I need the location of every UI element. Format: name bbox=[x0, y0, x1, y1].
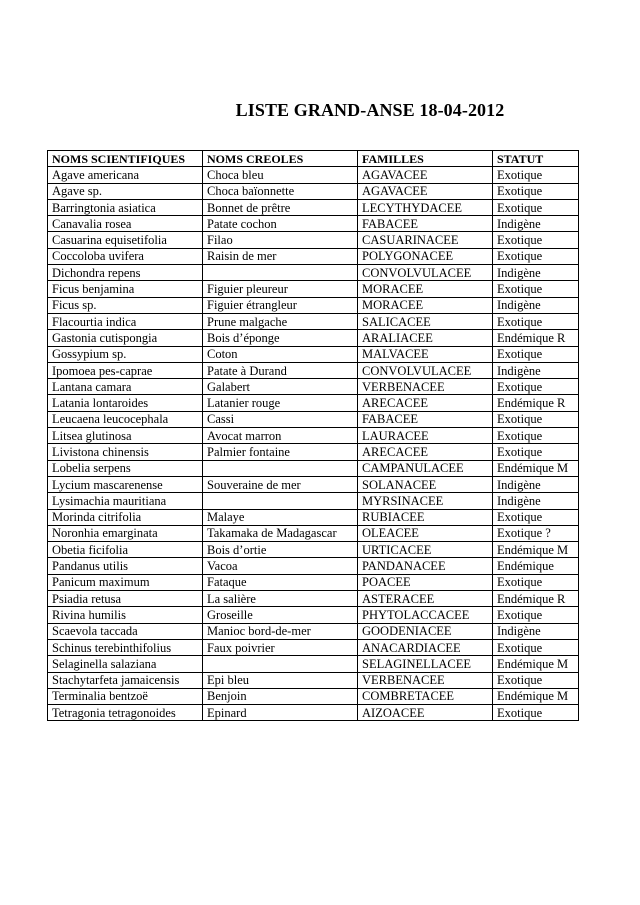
family-cell: AGAVACEE bbox=[358, 167, 493, 183]
scientific-name-cell: Tetragonia tetragonoides bbox=[48, 705, 203, 721]
scientific-name-cell: Lycium mascarenense bbox=[48, 476, 203, 492]
table-row bbox=[48, 346, 579, 362]
family-cell: SELAGINELLACEE bbox=[358, 656, 493, 672]
family-cell: ARALIACEE bbox=[358, 330, 493, 346]
creole-name-cell: Latanier rouge bbox=[203, 395, 358, 411]
table-row bbox=[48, 509, 579, 525]
family-cell: LECYTHYDACEE bbox=[358, 199, 493, 215]
creole-name-cell: Filao bbox=[203, 232, 358, 248]
table-row bbox=[48, 444, 579, 460]
status-cell: Indigène bbox=[493, 623, 579, 639]
family-cell: MALVACEE bbox=[358, 346, 493, 362]
family-cell: ARECACEE bbox=[358, 395, 493, 411]
family-cell: PANDANACEE bbox=[358, 558, 493, 574]
status-cell: Exotique bbox=[493, 313, 579, 329]
scientific-name-cell: Obetia ficifolia bbox=[48, 542, 203, 558]
table-row bbox=[48, 216, 579, 232]
status-cell: Endémique R bbox=[493, 591, 579, 607]
scientific-name-cell: Flacourtia indica bbox=[48, 313, 203, 329]
status-cell: Indigène bbox=[493, 493, 579, 509]
scientific-name-cell: Stachytarfeta jamaicensis bbox=[48, 672, 203, 688]
scientific-name-cell: Psiadia retusa bbox=[48, 591, 203, 607]
status-cell: Indigène bbox=[493, 476, 579, 492]
status-cell: Exotique bbox=[493, 444, 579, 460]
table-row bbox=[48, 460, 579, 476]
scientific-name-cell: Terminalia bentzoë bbox=[48, 688, 203, 704]
status-cell: Exotique bbox=[493, 574, 579, 590]
table-row bbox=[48, 476, 579, 492]
scientific-name-cell: Rivina humilis bbox=[48, 607, 203, 623]
status-cell: Indigène bbox=[493, 362, 579, 378]
family-cell: POACEE bbox=[358, 574, 493, 590]
status-cell: Exotique ? bbox=[493, 525, 579, 541]
creole-name-cell: Avocat marron bbox=[203, 428, 358, 444]
scientific-name-cell: Gossypium sp. bbox=[48, 346, 203, 362]
family-cell: MYRSINACEE bbox=[358, 493, 493, 509]
status-cell: Endémique M bbox=[493, 656, 579, 672]
family-cell: CONVOLVULACEE bbox=[358, 362, 493, 378]
scientific-name-cell: Panicum maximum bbox=[48, 574, 203, 590]
status-cell: Endémique R bbox=[493, 395, 579, 411]
creole-name-cell bbox=[203, 656, 358, 672]
family-cell: LAURACEE bbox=[358, 428, 493, 444]
creole-name-cell bbox=[203, 265, 358, 281]
status-cell: Exotique bbox=[493, 428, 579, 444]
table-row bbox=[48, 167, 579, 183]
family-cell: SOLANACEE bbox=[358, 476, 493, 492]
creole-name-cell: Bois d’ortie bbox=[203, 542, 358, 558]
family-cell: SALICACEE bbox=[358, 313, 493, 329]
creole-name-cell: Palmier fontaine bbox=[203, 444, 358, 460]
creole-name-cell: Galabert bbox=[203, 379, 358, 395]
status-cell: Exotique bbox=[493, 183, 579, 199]
status-cell: Exotique bbox=[493, 232, 579, 248]
species-table-body bbox=[48, 167, 579, 721]
family-cell: VERBENACEE bbox=[358, 379, 493, 395]
family-cell: VERBENACEE bbox=[358, 672, 493, 688]
family-cell: CASUARINACEE bbox=[358, 232, 493, 248]
scientific-name-cell: Schinus terebinthifolius bbox=[48, 639, 203, 655]
family-cell: RUBIACEE bbox=[358, 509, 493, 525]
family-cell: ANACARDIACEE bbox=[358, 639, 493, 655]
family-cell: FABACEE bbox=[358, 216, 493, 232]
status-cell: Endémique bbox=[493, 558, 579, 574]
creole-name-cell: Manioc bord-de-mer bbox=[203, 623, 358, 639]
creole-name-cell: Prune malgache bbox=[203, 313, 358, 329]
creole-name-cell: Faux poivrier bbox=[203, 639, 358, 655]
scientific-name-cell: Pandanus utilis bbox=[48, 558, 203, 574]
table-row bbox=[48, 688, 579, 704]
creole-name-cell: Cassi bbox=[203, 411, 358, 427]
creole-name-cell: Fataque bbox=[203, 574, 358, 590]
status-cell: Exotique bbox=[493, 379, 579, 395]
status-cell: Exotique bbox=[493, 199, 579, 215]
table-row bbox=[48, 672, 579, 688]
page-title: LISTE GRAND-ANSE 18-04-2012 bbox=[235, 100, 505, 120]
table-row bbox=[48, 362, 579, 378]
table-row bbox=[48, 330, 579, 346]
creole-name-cell: Vacoa bbox=[203, 558, 358, 574]
family-cell: AIZOACEE bbox=[358, 705, 493, 721]
table-row bbox=[48, 232, 579, 248]
scientific-name-cell: Canavalia rosea bbox=[48, 216, 203, 232]
table-row bbox=[48, 265, 579, 281]
status-cell: Endémique R bbox=[493, 330, 579, 346]
column-header-family: FAMILLES bbox=[358, 151, 493, 167]
table-row bbox=[48, 542, 579, 558]
family-cell: ARECACEE bbox=[358, 444, 493, 460]
status-cell: Endémique M bbox=[493, 688, 579, 704]
status-cell: Exotique bbox=[493, 639, 579, 655]
scientific-name-cell: Noronhia emarginata bbox=[48, 525, 203, 541]
scientific-name-cell: Scaevola taccada bbox=[48, 623, 203, 639]
status-cell: Exotique bbox=[493, 509, 579, 525]
creole-name-cell: Raisin de mer bbox=[203, 248, 358, 264]
table-row bbox=[48, 574, 579, 590]
status-cell: Endémique M bbox=[493, 542, 579, 558]
scientific-name-cell: Selaginella salaziana bbox=[48, 656, 203, 672]
creole-name-cell: Souveraine de mer bbox=[203, 476, 358, 492]
scientific-name-cell: Livistona chinensis bbox=[48, 444, 203, 460]
table-row bbox=[48, 395, 579, 411]
family-cell: COMBRETACEE bbox=[358, 688, 493, 704]
scientific-name-cell: Ficus sp. bbox=[48, 297, 203, 313]
table-row bbox=[48, 297, 579, 313]
column-header-scientific-name: NOMS SCIENTIFIQUES bbox=[48, 151, 203, 167]
status-cell: Exotique bbox=[493, 705, 579, 721]
scientific-name-cell: Lobelia serpens bbox=[48, 460, 203, 476]
family-cell: AGAVACEE bbox=[358, 183, 493, 199]
scientific-name-cell: Leucaena leucocephala bbox=[48, 411, 203, 427]
table-row bbox=[48, 199, 579, 215]
creole-name-cell: Bois d’éponge bbox=[203, 330, 358, 346]
creole-name-cell: Choca bleu bbox=[203, 167, 358, 183]
scientific-name-cell: Agave americana bbox=[48, 167, 203, 183]
status-cell: Exotique bbox=[493, 411, 579, 427]
column-header-creole-name: NOMS CREOLES bbox=[203, 151, 358, 167]
table-row bbox=[48, 656, 579, 672]
status-cell: Indigène bbox=[493, 216, 579, 232]
family-cell: URTICACEE bbox=[358, 542, 493, 558]
creole-name-cell: Epinard bbox=[203, 705, 358, 721]
table-header-row bbox=[48, 151, 579, 167]
scientific-name-cell: Casuarina equisetifolia bbox=[48, 232, 203, 248]
creole-name-cell: Epi bleu bbox=[203, 672, 358, 688]
status-cell: Exotique bbox=[493, 248, 579, 264]
table-row bbox=[48, 313, 579, 329]
status-cell: Exotique bbox=[493, 346, 579, 362]
scientific-name-cell: Dichondra repens bbox=[48, 265, 203, 281]
table-row bbox=[48, 379, 579, 395]
table-row bbox=[48, 493, 579, 509]
creole-name-cell: Figuier pleureur bbox=[203, 281, 358, 297]
scientific-name-cell: Morinda citrifolia bbox=[48, 509, 203, 525]
creole-name-cell: Groseille bbox=[203, 607, 358, 623]
scientific-name-cell: Latania lontaroides bbox=[48, 395, 203, 411]
creole-name-cell: La salière bbox=[203, 591, 358, 607]
scientific-name-cell: Ficus benjamina bbox=[48, 281, 203, 297]
creole-name-cell: Figuier étrangleur bbox=[203, 297, 358, 313]
scientific-name-cell: Coccoloba uvifera bbox=[48, 248, 203, 264]
family-cell: MORACEE bbox=[358, 281, 493, 297]
table-row bbox=[48, 558, 579, 574]
creole-name-cell bbox=[203, 493, 358, 509]
status-cell: Endémique M bbox=[493, 460, 579, 476]
creole-name-cell: Benjoin bbox=[203, 688, 358, 704]
family-cell: FABACEE bbox=[358, 411, 493, 427]
family-cell: ASTERACEE bbox=[358, 591, 493, 607]
table-row bbox=[48, 639, 579, 655]
family-cell: POLYGONACEE bbox=[358, 248, 493, 264]
family-cell: OLEACEE bbox=[358, 525, 493, 541]
family-cell: GOODENIACEE bbox=[358, 623, 493, 639]
table-row bbox=[48, 525, 579, 541]
status-cell: Indigène bbox=[493, 297, 579, 313]
species-table bbox=[47, 150, 579, 721]
family-cell: PHYTOLACCACEE bbox=[358, 607, 493, 623]
table-row bbox=[48, 183, 579, 199]
creole-name-cell: Bonnet de prêtre bbox=[203, 199, 358, 215]
status-cell: Exotique bbox=[493, 607, 579, 623]
creole-name-cell: Patate cochon bbox=[203, 216, 358, 232]
creole-name-cell: Malaye bbox=[203, 509, 358, 525]
table-row bbox=[48, 705, 579, 721]
creole-name-cell: Takamaka de Madagascar bbox=[203, 525, 358, 541]
creole-name-cell bbox=[203, 460, 358, 476]
table-row bbox=[48, 281, 579, 297]
scientific-name-cell: Ipomoea pes-caprae bbox=[48, 362, 203, 378]
family-cell: MORACEE bbox=[358, 297, 493, 313]
table-row bbox=[48, 591, 579, 607]
scientific-name-cell: Gastonia cutispongia bbox=[48, 330, 203, 346]
scientific-name-cell: Litsea glutinosa bbox=[48, 428, 203, 444]
family-cell: CONVOLVULACEE bbox=[358, 265, 493, 281]
status-cell: Exotique bbox=[493, 281, 579, 297]
family-cell: CAMPANULACEE bbox=[358, 460, 493, 476]
column-header-status: STATUT bbox=[493, 151, 579, 167]
table-row bbox=[48, 428, 579, 444]
scientific-name-cell: Barringtonia asiatica bbox=[48, 199, 203, 215]
scientific-name-cell: Agave sp. bbox=[48, 183, 203, 199]
status-cell: Indigène bbox=[493, 265, 579, 281]
status-cell: Exotique bbox=[493, 672, 579, 688]
status-cell: Exotique bbox=[493, 167, 579, 183]
table-row bbox=[48, 411, 579, 427]
creole-name-cell: Coton bbox=[203, 346, 358, 362]
table-row bbox=[48, 623, 579, 639]
scientific-name-cell: Lantana camara bbox=[48, 379, 203, 395]
creole-name-cell: Patate à Durand bbox=[203, 362, 358, 378]
table-row bbox=[48, 248, 579, 264]
scientific-name-cell: Lysimachia mauritiana bbox=[48, 493, 203, 509]
creole-name-cell: Choca baïonnette bbox=[203, 183, 358, 199]
table-row bbox=[48, 607, 579, 623]
